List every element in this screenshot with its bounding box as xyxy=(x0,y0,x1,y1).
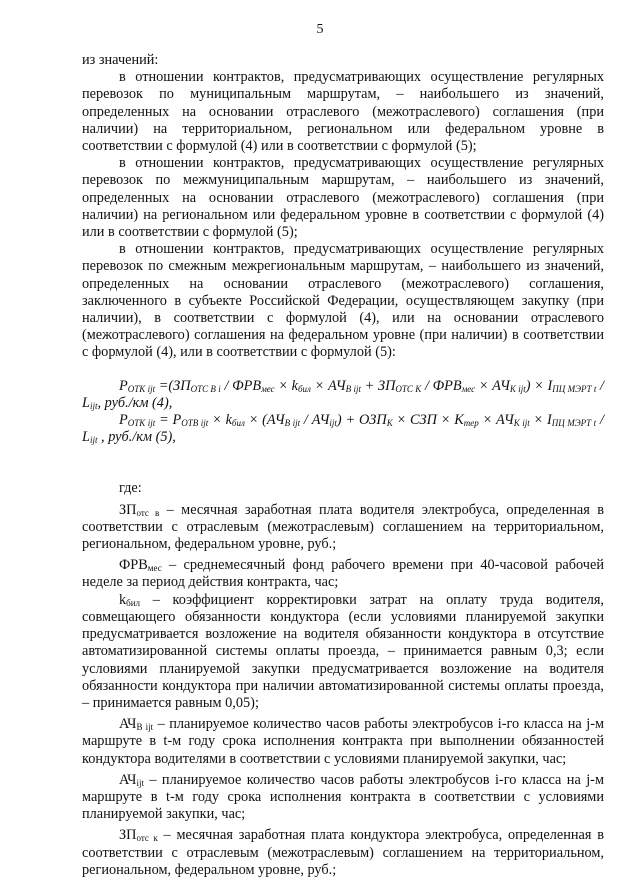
page-number: 5 xyxy=(316,22,324,37)
definition-conductor-salary: $ЗП_{отс к}$ – месячная заработная плата кондуктора электробуса, определенная в соответствии с отраслевым (межотраслевым) соглашением на территориальном, региональном, федеральном уровне, руб.; xyxy=(82,827,604,878)
definition-planned-hours: $АЧ_{ijt}$ – планируемое количество часов работы электробусов i-го класса на j-м маршруте в t-м году срока исполнения контракта в соответствии с условиями планируемой закупки, час; xyxy=(82,771,604,823)
paragraph-interregional: в отношении контрактов, предусматривающих осуществление регулярных перевозок по смежным межрегиональным маршрутам, – наибольшего из значений, определенных на основании отраслевого (межотраслевого) соглашения, заключенного в субъекте Российской Федерации, осуществляющем закупку (при наличии), в соответствии с формулой (4), или на основании отраслевого (межотраслевого) соглашения на федеральном уровне (при наличии) в соответствии с формулой (4), или в соответствии с формулой (5): xyxy=(82,241,604,361)
paragraph-intro: из значений: xyxy=(82,52,159,68)
definition-driver-salary: $ЗП_{отс в}$ – месячная заработная плата водителя электробуса, определенная в соответствии с отраслевым (межотраслевым) соглашением на территориальном, региональном, федеральном уровне, руб.; xyxy=(82,501,605,553)
paragraph-intermunicipal: в отношении контрактов, предусматривающих осуществление регулярных перевозок по межмуниципальным маршрутам, – наибольшего из значений, определенных на основании отраслевого (межотраслевого) соглашения (при наличии) на региональном или федеральном уровне в соответствии с формулой (4) или в соответствии с формулой (5); xyxy=(82,155,604,241)
formula-5: $P_{OTK ijt} = P_{OTB ijt} \times k_{бил} \times (АЧ_{B ijt} / АЧ_{ijt}) + ОЗП_K$ × СЗП × $K_{тер} \times АЧ_{K ijt} \times I_{ПЦ МЭРТ t} / L_{ijt}$ , руб./км (5), xyxy=(82,412,604,446)
spacer xyxy=(82,446,604,480)
where-label: где: xyxy=(119,480,142,497)
paragraph-municipal: в отношении контрактов, предусматривающих осуществление регулярных перевозок по муниципальным маршрутам, – наибольшего из значений, определенных на основании отраслевого (межотраслевого) соглашения (при наличии) на территориальном, региональном или федеральном уровне в соответствии с формулой (4) или в соответствии с формулой (5); xyxy=(82,69,604,155)
definition-hours-with-conductor-duty: $АЧ_{В ijt}$ – планируемое количество часов работы электробусов i-го класса на j-м маршруте в t-м году срока исполнения контракта при выполнении обязанностей кондуктора водителями в соответствии с условиями планируемой закупки, час; xyxy=(82,716,604,767)
definition-work-time-fund: $ФРВ_{мес}$ – среднемесячный фонд рабочего времени при 40-часовой рабочей неделе за период действия контракта, час; xyxy=(82,557,604,591)
document-body xyxy=(82,52,604,879)
definition-correction-coefficient: $k_{бил}$ – коэффициент корректировки затрат на оплату труда водителя, совмещающего обязанности кондуктора (если условиями планируемой закупки предусматривается возложение на водителя обязанности кондуктора в отсутствие автоматизированной системы оплаты проезда, – принимается равным 0,3; если условиями планируемой закупки предусматривается возложение на водителя обязанности кондуктора при наличии автоматизированной системы оплаты проезда, – принимается равным 0,05); xyxy=(82,591,604,711)
formula-4: $P_{OTK ijt} =(ЗП_{OTC B i} / ФРВ_{мес} \times k_{бил} \times АЧ_{B ijt} + ЗП_{OTC K} / ФРВ_{мес} \times АЧ_{K ijt}) \times I_{ПЦ МЭРТ t} / L_{ijt}$, руб./км (4), xyxy=(82,377,604,411)
